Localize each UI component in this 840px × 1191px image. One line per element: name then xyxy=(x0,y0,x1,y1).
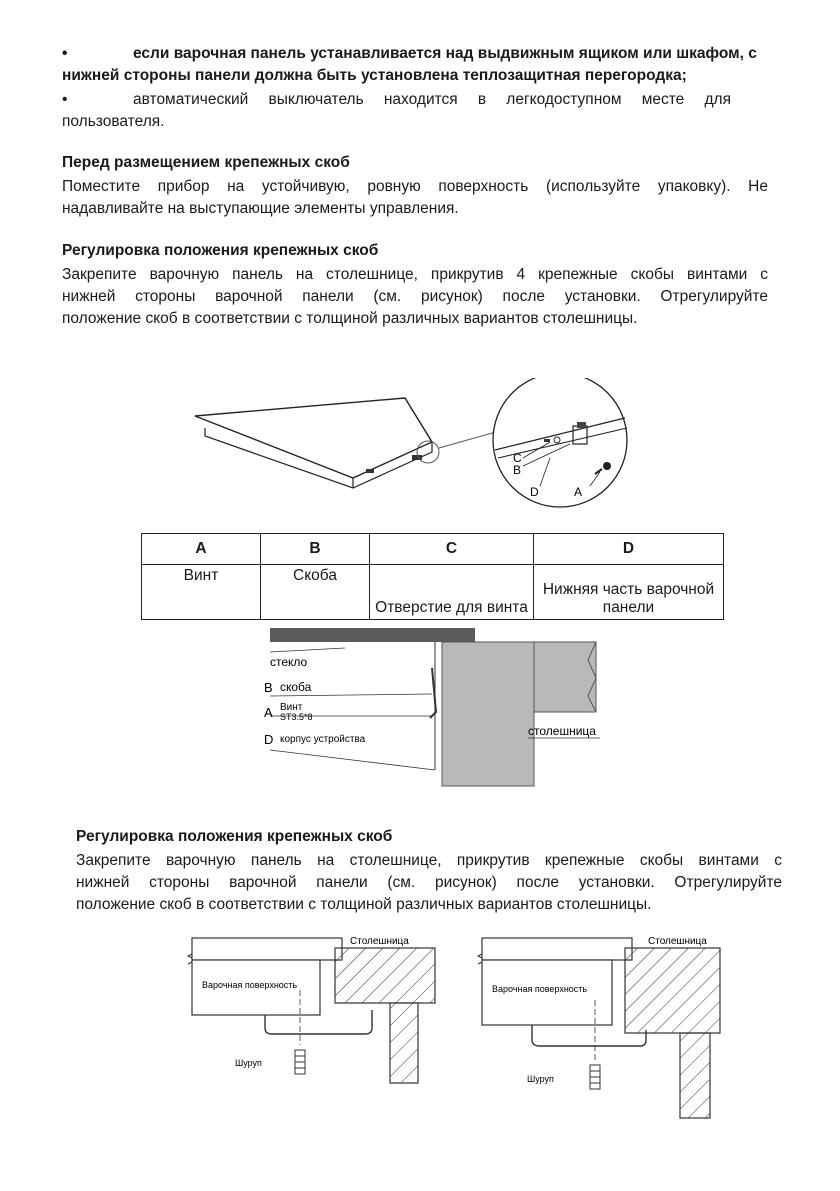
section-heading-placement: Перед размещением крепежных скоб xyxy=(62,154,350,171)
countertop-top xyxy=(534,642,596,712)
bracket-mark xyxy=(412,455,422,460)
cross-section-figure xyxy=(250,620,610,800)
label-b: B xyxy=(513,463,522,477)
cooktop-top xyxy=(192,938,342,960)
section-heading-adjustment-2: Регулировка положения крепежных скоб xyxy=(76,828,393,845)
table-cell: Скоба xyxy=(261,565,370,620)
countertop-vertical xyxy=(442,642,534,786)
table-header-cell: D xyxy=(534,534,724,565)
screw-label: Шуруп xyxy=(235,1058,262,1068)
surface-label: Варочная поверхность xyxy=(202,980,298,990)
countertop-block xyxy=(335,948,435,1003)
bullet-marker: • xyxy=(62,45,68,62)
countertop-label: столешница xyxy=(528,724,596,738)
countertop-label: Столешница xyxy=(350,936,409,947)
label-c: C xyxy=(513,451,522,465)
housing-label: корпус устройства xyxy=(280,734,366,745)
section-1-line-1: Поместите прибор на устойчивую, ровную поверхность (используйте упаковку). Не xyxy=(62,178,768,195)
bracket-mark xyxy=(366,469,374,473)
bracket-label: скоба xyxy=(280,680,312,694)
variant-left xyxy=(188,936,435,1083)
d-letter: D xyxy=(264,732,274,747)
b-letter: B xyxy=(264,680,273,695)
hob-bracket-figure xyxy=(180,378,660,528)
cooktop-top xyxy=(482,938,632,960)
glass-panel xyxy=(270,628,475,642)
section-1-line-2: надавливайте на выступающие элементы управления. xyxy=(62,200,459,217)
glass-label: стекло xyxy=(270,655,308,669)
install-variants-figure xyxy=(180,930,740,1130)
screw-label: Винт xyxy=(280,702,303,713)
parts-table xyxy=(141,533,724,620)
bullet-2-line-1: автоматический выключатель находится в легкодоступном месте для xyxy=(133,91,731,108)
section-3-line-1: Закрепите варочную панель на столешнице, прикрутив крепежные скобы винтами с xyxy=(76,852,782,869)
hob-top-panel xyxy=(195,398,432,478)
bullet-2-line-2: пользователя. xyxy=(62,113,165,130)
bullet-1-line-1: если варочная панель устанавливается над выдвижным ящиком или шкафом, с xyxy=(133,45,757,62)
bullet-marker: • xyxy=(62,91,68,108)
bullet-1-line-2: нижней стороны панели должна быть установлена теплозащитная перегородка; xyxy=(62,67,687,84)
label-a: A xyxy=(574,485,583,499)
screw-detail xyxy=(603,462,611,470)
surface-label: Варочная поверхность xyxy=(492,984,588,994)
countertop-label: Столешница xyxy=(648,936,707,947)
table-cell: Винт xyxy=(142,565,261,620)
table-header-cell: B xyxy=(261,534,370,565)
section-3-line-3: положение скоб в соответствии с толщиной различных вариантов столешницы. xyxy=(76,896,652,913)
section-heading-adjustment: Регулировка положения крепежных скоб xyxy=(62,242,379,259)
section-2-line-1: Закрепите варочную панель на столешнице, прикрутив 4 крепежные скобы винтами с xyxy=(62,266,768,283)
variant-right xyxy=(478,936,720,1118)
table-cell: Нижняя часть варочной панели xyxy=(534,565,724,620)
screw-spec-label: ST3.5*8 xyxy=(280,712,313,722)
section-3-line-2: нижней стороны варочной панели (см. рисунок) после установки. Отрегулируйте xyxy=(76,874,782,891)
cabinet-side xyxy=(680,1033,710,1118)
table-header-row xyxy=(142,534,724,565)
table-row xyxy=(142,565,724,620)
section-2-line-2: нижней стороны варочной панели (см. рисунок) после установки. Отрегулируйте xyxy=(62,288,768,305)
table-header-cell: A xyxy=(142,534,261,565)
table-cell: Отверстие для винта xyxy=(370,565,534,620)
cabinet-side xyxy=(390,1003,418,1083)
screw-label: Шуруп xyxy=(527,1074,554,1084)
a-letter: A xyxy=(264,705,273,720)
table-header-cell: C xyxy=(370,534,534,565)
label-d: D xyxy=(530,485,539,499)
countertop-block xyxy=(625,948,720,1033)
section-2-line-3: положение скоб в соответствии с толщиной различных вариантов столешницы. xyxy=(62,310,638,327)
detail-circle xyxy=(493,378,627,507)
